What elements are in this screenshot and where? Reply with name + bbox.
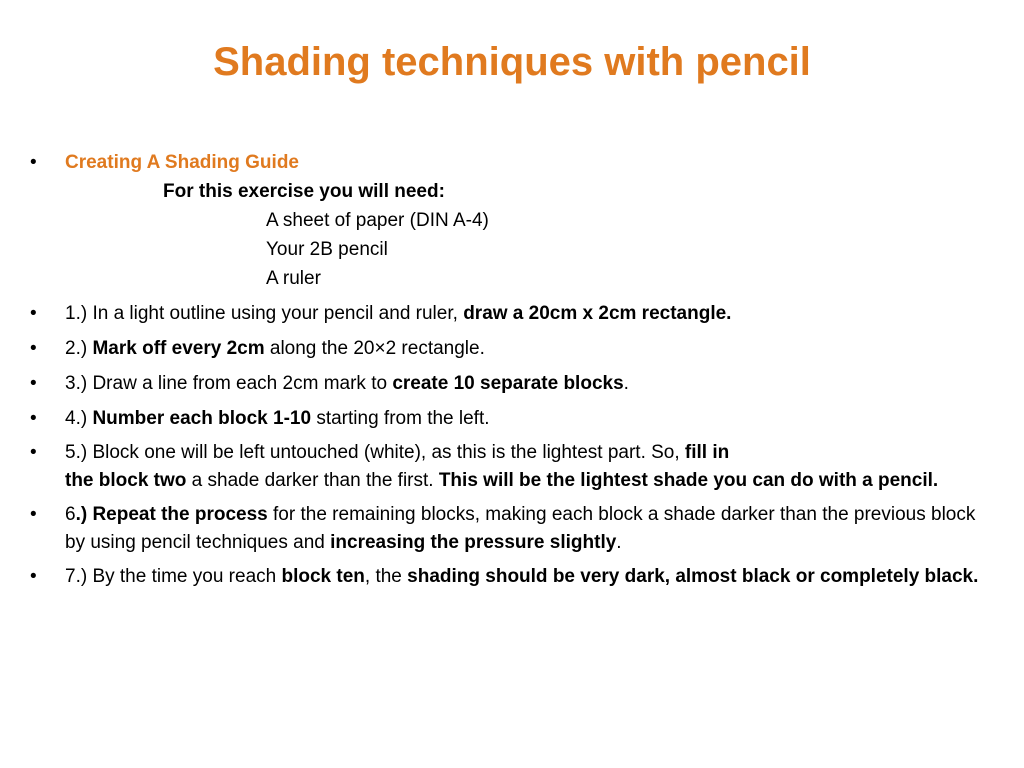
step-emphasis: increasing the pressure slightly bbox=[330, 532, 617, 553]
bullet-icon: • bbox=[30, 338, 37, 359]
bullet-icon: • bbox=[30, 303, 37, 324]
material-item: A ruler bbox=[266, 268, 321, 289]
step-text: . bbox=[616, 532, 622, 553]
step-emphasis: This will be the lightest shade you can do with a pencil. bbox=[438, 470, 939, 491]
bullet-icon: • bbox=[30, 408, 37, 429]
step-item-3 bbox=[30, 369, 990, 398]
step-text: for the remaining blocks, making each block a shade darker than the previous block by using pencil techniques and bbox=[65, 504, 976, 553]
step-item-5 bbox=[30, 439, 990, 495]
section-heading: Creating A Shading Guide bbox=[65, 152, 299, 173]
slide-title: Shading techniques with pencil bbox=[213, 40, 811, 84]
step-emphasis: draw a 20cm x 2cm rectangle. bbox=[463, 303, 732, 324]
bullet-icon: • bbox=[30, 504, 37, 525]
bullet-icon: • bbox=[30, 442, 37, 463]
step-text: 3.) Draw a line from each 2cm mark to bbox=[65, 373, 393, 394]
step-emphasis: create 10 separate blocks bbox=[392, 373, 624, 394]
step-text: 1.) In a light outline using your pencil and ruler, bbox=[65, 303, 464, 324]
material-item: A sheet of paper (DIN A-4) bbox=[266, 210, 489, 231]
step-item-1 bbox=[30, 299, 990, 328]
step-text: 5.) Block one will be left untouched (white), as this is the lightest part. So, bbox=[65, 442, 685, 463]
step-item-7 bbox=[30, 563, 990, 591]
material-item: Your 2B pencil bbox=[266, 239, 388, 260]
step-emphasis: Number each block 1-10 bbox=[92, 408, 312, 429]
step-item-6 bbox=[30, 501, 990, 557]
step-emphasis: block ten bbox=[281, 566, 365, 587]
step-emphasis: .) Repeat the process bbox=[75, 504, 268, 525]
slide-content bbox=[30, 148, 990, 591]
step-text: 6 bbox=[65, 504, 76, 525]
step-emphasis: the block two bbox=[65, 470, 187, 491]
step-text: 7.) By the time you reach bbox=[65, 566, 282, 587]
step-text: . bbox=[623, 373, 629, 394]
bullet-item-heading bbox=[30, 148, 990, 293]
step-text: starting from the left. bbox=[311, 408, 490, 429]
step-item-2 bbox=[30, 334, 990, 363]
step-emphasis: fill in bbox=[684, 442, 730, 463]
step-emphasis: Mark off every 2cm bbox=[92, 338, 265, 359]
bullet-icon: • bbox=[30, 152, 37, 173]
bullet-icon: • bbox=[30, 566, 37, 587]
bullet-icon: • bbox=[30, 373, 37, 394]
step-item-4 bbox=[30, 404, 990, 433]
step-text: 4.) bbox=[65, 408, 93, 429]
step-text: , the bbox=[364, 566, 408, 587]
need-label: For this exercise you will need: bbox=[163, 181, 445, 202]
step-emphasis: shading should be very dark, almost black or completely black. bbox=[407, 566, 979, 587]
step-text: 2.) bbox=[65, 338, 93, 359]
step-text: along the 20×2 rectangle. bbox=[264, 338, 485, 359]
step-text: a shade darker than the first. bbox=[186, 470, 439, 491]
